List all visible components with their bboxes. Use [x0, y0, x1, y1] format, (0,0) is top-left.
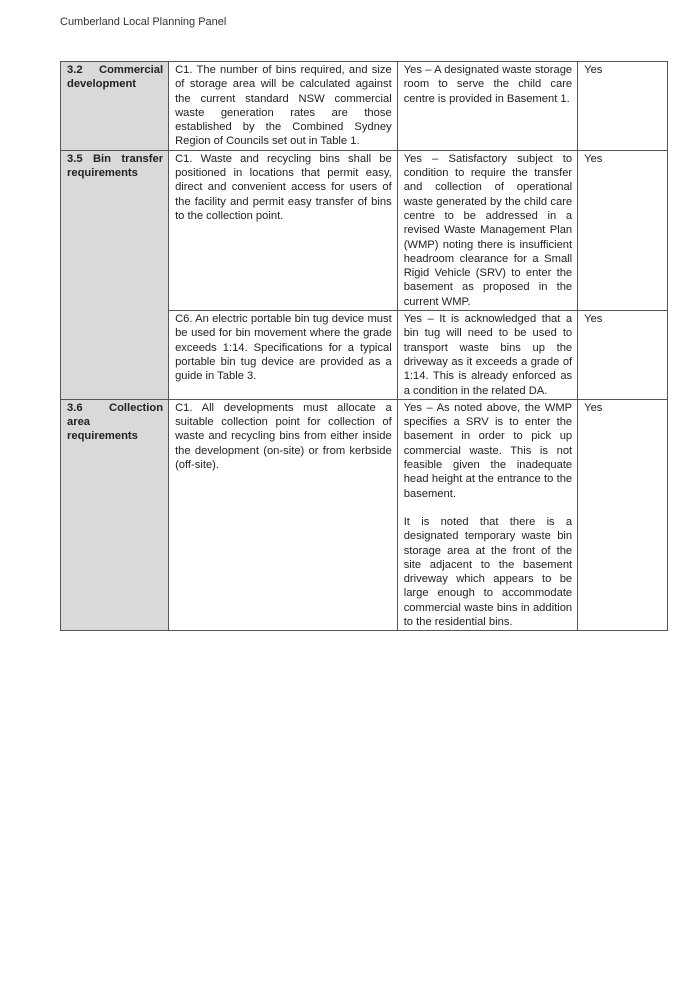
comment-cell: [397, 399, 577, 630]
table-row: [61, 62, 668, 151]
compliance-table: [60, 61, 668, 631]
compliance-cell: Yes: [578, 62, 668, 151]
comment-paragraph: It is noted that there is a designated temporary waste bin storage area at the front of the site adjacent to the basement driveway which appears to be large enough to accommodate commercial waste bins in addition to the residential bins.: [403, 515, 573, 628]
comment-paragraph: Yes – Satisfactory subject to condition to require the transfer and collection of operational waste generated by the child care centre to be addressed in a revised Waste Management Plan (WMP) noting there is insufficient headroom clearance for a Small Rigid Vehicle (SRV) to enter the basement as proposed in the current WMP.: [403, 152, 573, 308]
section-cell: 3.5 Bin transfer requirements: [61, 150, 169, 399]
comment-cell: [397, 150, 577, 310]
control-cell: C1. Waste and recycling bins shall be positioned in locations that permit easy, direct and convenient access for users of the facility and permit easy transfer of bins to the collection point.: [169, 150, 398, 310]
document-header: Cumberland Local Planning Panel: [60, 16, 227, 28]
control-cell: C6. An electric portable bin tug device must be used for bin movement where the grade exceeds 1:14. Specifications for a typical portable bin tug device are provided as a guide in Table 3.: [169, 311, 398, 400]
section-cell: 3.2 Commercial development: [61, 62, 169, 151]
table-row: [61, 399, 668, 630]
control-cell: C1. All developments must allocate a suitable collection point for collection of waste and recycling bins from either inside the development (on-site) or from kerbside (off-site).: [169, 399, 398, 630]
compliance-cell: Yes: [578, 150, 668, 310]
section-cell: 3.6 Collection area requirements: [61, 399, 169, 630]
table-row: [61, 150, 668, 310]
comment-paragraph: Yes – A designated waste storage room to serve the child care centre is provided in Basement 1.: [403, 64, 573, 105]
compliance-cell: Yes: [578, 399, 668, 630]
comment-paragraph: Yes – It is acknowledged that a bin tug will need to be used to transport waste bins up the driveway as it exceeds a grade of 1:14. This is already enforced as a condition in the related DA.: [403, 313, 573, 397]
compliance-cell: Yes: [578, 311, 668, 400]
control-cell: C1. The number of bins required, and size of storage area will be calculated against the current standard NSW commercial waste generation rates are those established by the Combined Sydney Region of Councils set out in Table 1.: [169, 62, 398, 151]
comment-paragraph: Yes – As noted above, the WMP specifies a SRV is to enter the basement in order to pick up commercial waste. This is not feasible given the inadequate head height at the entrance to the basement.: [403, 401, 573, 500]
comment-cell: [397, 311, 577, 400]
comment-cell: [397, 62, 577, 151]
